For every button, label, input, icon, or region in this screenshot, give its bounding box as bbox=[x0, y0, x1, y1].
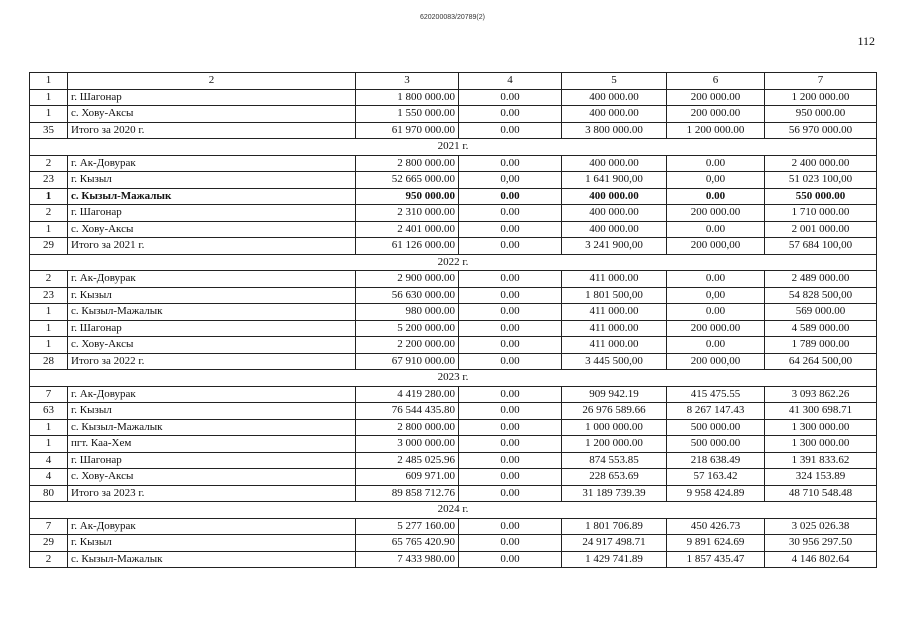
table-cell: 1 bbox=[30, 221, 68, 238]
table-row bbox=[30, 386, 877, 403]
year-separator-row bbox=[30, 502, 877, 519]
table-cell: 0.00 bbox=[459, 353, 562, 370]
table-cell: 0.00 bbox=[459, 287, 562, 304]
table-cell: 1 200 000.00 bbox=[667, 122, 765, 139]
table-cell: с. Хову-Аксы bbox=[68, 221, 356, 238]
table-cell: 2 bbox=[30, 205, 68, 222]
table-cell: 0,00 bbox=[667, 287, 765, 304]
table-row bbox=[30, 172, 877, 189]
table-cell: 1 789 000.00 bbox=[765, 337, 877, 354]
table-cell: 400 000.00 bbox=[562, 205, 667, 222]
table-cell: 1 300 000.00 bbox=[765, 436, 877, 453]
table-cell: 400 000.00 bbox=[562, 221, 667, 238]
table-row bbox=[30, 320, 877, 337]
table-cell: 3 445 500,00 bbox=[562, 353, 667, 370]
table-row bbox=[30, 221, 877, 238]
table-cell: г. Кызыл bbox=[68, 403, 356, 420]
column-header: 2 bbox=[68, 73, 356, 90]
table-row bbox=[30, 518, 877, 535]
table-cell: 3 093 862.26 bbox=[765, 386, 877, 403]
table-cell: 5 200 000.00 bbox=[356, 320, 459, 337]
table-row bbox=[30, 485, 877, 502]
table-cell: 950 000.00 bbox=[765, 106, 877, 123]
year-separator-row bbox=[30, 254, 877, 271]
table-cell: 48 710 548.48 bbox=[765, 485, 877, 502]
table-cell: 3 025 026.38 bbox=[765, 518, 877, 535]
table-cell: 1 bbox=[30, 304, 68, 321]
table-cell: 400 000.00 bbox=[562, 106, 667, 123]
table-cell: 89 858 712.76 bbox=[356, 485, 459, 502]
table-cell: 0.00 bbox=[459, 106, 562, 123]
table-cell: 4 589 000.00 bbox=[765, 320, 877, 337]
table-cell: 9 958 424.89 bbox=[667, 485, 765, 502]
table-cell: 0.00 bbox=[459, 155, 562, 172]
table-cell: 0.00 bbox=[459, 188, 562, 205]
year-label: 2023 г. bbox=[30, 370, 877, 387]
table-cell: 29 bbox=[30, 535, 68, 552]
table-cell: 0.00 bbox=[459, 337, 562, 354]
table-cell: 1 857 435.47 bbox=[667, 551, 765, 568]
table-cell: г. Ак-Довурак bbox=[68, 271, 356, 288]
table-cell: г. Ак-Довурак bbox=[68, 155, 356, 172]
table-cell: 4 146 802.64 bbox=[765, 551, 877, 568]
table-row bbox=[30, 353, 877, 370]
table-row bbox=[30, 337, 877, 354]
table-cell: 2 400 000.00 bbox=[765, 155, 877, 172]
table-cell: 0.00 bbox=[667, 271, 765, 288]
table-cell: 0.00 bbox=[459, 320, 562, 337]
table-cell: 0.00 bbox=[459, 89, 562, 106]
table-cell: 7 433 980.00 bbox=[356, 551, 459, 568]
table-cell: 0,00 bbox=[667, 172, 765, 189]
table-cell: г. Шагонар bbox=[68, 320, 356, 337]
year-label: 2024 г. bbox=[30, 502, 877, 519]
table-cell: 400 000.00 bbox=[562, 89, 667, 106]
table-cell: 67 910 000.00 bbox=[356, 353, 459, 370]
table-cell: 63 bbox=[30, 403, 68, 420]
table-row bbox=[30, 419, 877, 436]
table-cell: 23 bbox=[30, 172, 68, 189]
table-cell: 950 000.00 bbox=[356, 188, 459, 205]
table-cell: 7 bbox=[30, 386, 68, 403]
table-cell: г. Кызыл bbox=[68, 287, 356, 304]
table-cell: 51 023 100,00 bbox=[765, 172, 877, 189]
table-row bbox=[30, 106, 877, 123]
table-cell: пгт. Каа-Хем bbox=[68, 436, 356, 453]
table-cell: 0.00 bbox=[459, 122, 562, 139]
table-cell: 29 bbox=[30, 238, 68, 255]
table-cell: 2 bbox=[30, 155, 68, 172]
year-label: 2021 г. bbox=[30, 139, 877, 156]
table-cell: 56 630 000.00 bbox=[356, 287, 459, 304]
table-cell: 450 426.73 bbox=[667, 518, 765, 535]
table-cell: 28 bbox=[30, 353, 68, 370]
table-cell: 80 bbox=[30, 485, 68, 502]
table-cell: 0.00 bbox=[459, 436, 562, 453]
table-cell: 2 485 025.96 bbox=[356, 452, 459, 469]
table-cell: 23 bbox=[30, 287, 68, 304]
table-cell: 4 419 280.00 bbox=[356, 386, 459, 403]
table-cell: 3 241 900,00 bbox=[562, 238, 667, 255]
table-cell: 7 bbox=[30, 518, 68, 535]
table-row bbox=[30, 535, 877, 552]
table-cell: 0.00 bbox=[667, 155, 765, 172]
table-cell: г. Ак-Довурак bbox=[68, 386, 356, 403]
table-cell: 1 641 900,00 bbox=[562, 172, 667, 189]
table-cell: 61 126 000.00 bbox=[356, 238, 459, 255]
table-cell: 61 970 000.00 bbox=[356, 122, 459, 139]
table-cell: 1 bbox=[30, 419, 68, 436]
table-cell: 411 000.00 bbox=[562, 337, 667, 354]
table-cell: 0.00 bbox=[459, 238, 562, 255]
table-cell: 2 bbox=[30, 551, 68, 568]
table-cell: 1 801 706.89 bbox=[562, 518, 667, 535]
table-cell: 400 000.00 bbox=[562, 188, 667, 205]
column-header: 7 bbox=[765, 73, 877, 90]
table-cell: 0.00 bbox=[459, 403, 562, 420]
year-label: 2022 г. bbox=[30, 254, 877, 271]
table-cell: 2 001 000.00 bbox=[765, 221, 877, 238]
table-row bbox=[30, 551, 877, 568]
table-cell: 1 200 000.00 bbox=[765, 89, 877, 106]
table-cell: г. Шагонар bbox=[68, 89, 356, 106]
table-cell: г. Шагонар bbox=[68, 205, 356, 222]
table-row bbox=[30, 155, 877, 172]
column-header: 5 bbox=[562, 73, 667, 90]
table-cell: г. Ак-Довурак bbox=[68, 518, 356, 535]
table-cell: 1 710 000.00 bbox=[765, 205, 877, 222]
table-cell: с. Кызыл-Мажалык bbox=[68, 188, 356, 205]
table-cell: 24 917 498.71 bbox=[562, 535, 667, 552]
table-cell: Итого за 2021 г. bbox=[68, 238, 356, 255]
table-cell: 8 267 147.43 bbox=[667, 403, 765, 420]
table-row bbox=[30, 205, 877, 222]
table-cell: 200 000.00 bbox=[667, 205, 765, 222]
table-cell: 30 956 297.50 bbox=[765, 535, 877, 552]
table-cell: 0.00 bbox=[459, 205, 562, 222]
table-cell: Итого за 2023 г. bbox=[68, 485, 356, 502]
table-cell: 909 942.19 bbox=[562, 386, 667, 403]
table-cell: 0.00 bbox=[667, 188, 765, 205]
table-cell: 200 000,00 bbox=[667, 353, 765, 370]
table-cell: 218 638.49 bbox=[667, 452, 765, 469]
table-cell: 0.00 bbox=[459, 518, 562, 535]
table-cell: 2 489 000.00 bbox=[765, 271, 877, 288]
table-row bbox=[30, 452, 877, 469]
table-cell: 415 475.55 bbox=[667, 386, 765, 403]
table-row bbox=[30, 304, 877, 321]
table-cell: 228 653.69 bbox=[562, 469, 667, 486]
table-cell: с. Кызыл-Мажалык bbox=[68, 551, 356, 568]
table-cell: 2 401 000.00 bbox=[356, 221, 459, 238]
table-cell: 52 665 000.00 bbox=[356, 172, 459, 189]
table-cell: 5 277 160.00 bbox=[356, 518, 459, 535]
table-cell: 550 000.00 bbox=[765, 188, 877, 205]
table-cell: 2 900 000.00 bbox=[356, 271, 459, 288]
document-id: 620200083/20789(2) bbox=[419, 14, 485, 21]
table-cell: 9 891 624.69 bbox=[667, 535, 765, 552]
table-cell: 54 828 500,00 bbox=[765, 287, 877, 304]
table-cell: 0.00 bbox=[459, 452, 562, 469]
table-header-row bbox=[30, 73, 877, 90]
table-cell: 400 000.00 bbox=[562, 155, 667, 172]
table-cell: 411 000.00 bbox=[562, 271, 667, 288]
table-cell: 0.00 bbox=[459, 419, 562, 436]
table-cell: 1 bbox=[30, 436, 68, 453]
table-cell: 0.00 bbox=[459, 485, 562, 502]
table-cell: 0.00 bbox=[459, 551, 562, 568]
table-cell: 35 bbox=[30, 122, 68, 139]
table-cell: 0.00 bbox=[459, 221, 562, 238]
table-cell: 1 000 000.00 bbox=[562, 419, 667, 436]
table-row bbox=[30, 436, 877, 453]
table-cell: Итого за 2020 г. bbox=[68, 122, 356, 139]
table-cell: 200 000.00 bbox=[667, 89, 765, 106]
column-header: 1 bbox=[30, 73, 68, 90]
table-cell: 1 800 000.00 bbox=[356, 89, 459, 106]
table-cell: 2 800 000.00 bbox=[356, 419, 459, 436]
table-cell: 0.00 bbox=[459, 535, 562, 552]
table-cell: 0.00 bbox=[459, 469, 562, 486]
year-separator-row bbox=[30, 139, 877, 156]
table-cell: с. Кызыл-Мажалык bbox=[68, 419, 356, 436]
table-cell: 200 000,00 bbox=[667, 238, 765, 255]
budget-table bbox=[29, 72, 877, 568]
table-row bbox=[30, 403, 877, 420]
table-cell: 1 bbox=[30, 337, 68, 354]
table-cell: 500 000.00 bbox=[667, 436, 765, 453]
table-cell: Итого за 2022 г. bbox=[68, 353, 356, 370]
table-cell: 0.00 bbox=[459, 304, 562, 321]
table-cell: 26 976 589.66 bbox=[562, 403, 667, 420]
table-cell: 1 801 500,00 bbox=[562, 287, 667, 304]
table-cell: г. Кызыл bbox=[68, 172, 356, 189]
table-cell: 31 189 739.39 bbox=[562, 485, 667, 502]
table-cell: 0.00 bbox=[667, 337, 765, 354]
column-header: 6 bbox=[667, 73, 765, 90]
table-cell: 65 765 420.90 bbox=[356, 535, 459, 552]
table-cell: с. Хову-Аксы bbox=[68, 106, 356, 123]
table-row bbox=[30, 271, 877, 288]
table-cell: 609 971.00 bbox=[356, 469, 459, 486]
table-row bbox=[30, 122, 877, 139]
table-cell: 200 000.00 bbox=[667, 106, 765, 123]
page-number: 112 bbox=[857, 34, 875, 48]
table-cell: 56 970 000.00 bbox=[765, 122, 877, 139]
table-cell: 76 544 435.80 bbox=[356, 403, 459, 420]
table-cell: 57 163.42 bbox=[667, 469, 765, 486]
table-cell: 4 bbox=[30, 469, 68, 486]
table-cell: 0,00 bbox=[459, 172, 562, 189]
table-cell: 4 bbox=[30, 452, 68, 469]
table-cell: 980 000.00 bbox=[356, 304, 459, 321]
table-cell: 874 553.85 bbox=[562, 452, 667, 469]
table-cell: 0.00 bbox=[667, 304, 765, 321]
table-cell: 2 800 000.00 bbox=[356, 155, 459, 172]
table-cell: 411 000.00 bbox=[562, 304, 667, 321]
table-cell: 1 550 000.00 bbox=[356, 106, 459, 123]
table-cell: г. Кызыл bbox=[68, 535, 356, 552]
table-cell: 0.00 bbox=[459, 386, 562, 403]
table-cell: 0.00 bbox=[459, 271, 562, 288]
table-cell: 2 310 000.00 bbox=[356, 205, 459, 222]
table-cell: с. Хову-Аксы bbox=[68, 337, 356, 354]
table-cell: 2 200 000.00 bbox=[356, 337, 459, 354]
table-cell: 411 000.00 bbox=[562, 320, 667, 337]
table-cell: 200 000.00 bbox=[667, 320, 765, 337]
table-row bbox=[30, 188, 877, 205]
table-row bbox=[30, 469, 877, 486]
column-header: 4 bbox=[459, 73, 562, 90]
table-cell: 1 391 833.62 bbox=[765, 452, 877, 469]
table-cell: 1 bbox=[30, 188, 68, 205]
table-cell: 3 000 000.00 bbox=[356, 436, 459, 453]
table-row bbox=[30, 287, 877, 304]
table-cell: 569 000.00 bbox=[765, 304, 877, 321]
table-cell: 41 300 698.71 bbox=[765, 403, 877, 420]
table-cell: 1 300 000.00 bbox=[765, 419, 877, 436]
table-cell: 1 bbox=[30, 89, 68, 106]
table-cell: 324 153.89 bbox=[765, 469, 877, 486]
table-row bbox=[30, 238, 877, 255]
table-cell: с. Хову-Аксы bbox=[68, 469, 356, 486]
table-cell: 2 bbox=[30, 271, 68, 288]
table-body bbox=[30, 89, 877, 568]
table-cell: 1 200 000.00 bbox=[562, 436, 667, 453]
table-cell: г. Шагонар bbox=[68, 452, 356, 469]
table-row bbox=[30, 89, 877, 106]
table-cell: 1 bbox=[30, 320, 68, 337]
table-cell: 500 000.00 bbox=[667, 419, 765, 436]
table-cell: с. Кызыл-Мажалык bbox=[68, 304, 356, 321]
year-separator-row bbox=[30, 370, 877, 387]
table-cell: 0.00 bbox=[667, 221, 765, 238]
table-cell: 64 264 500,00 bbox=[765, 353, 877, 370]
table-cell: 1 429 741.89 bbox=[562, 551, 667, 568]
column-header: 3 bbox=[356, 73, 459, 90]
table-cell: 3 800 000.00 bbox=[562, 122, 667, 139]
table-cell: 57 684 100,00 bbox=[765, 238, 877, 255]
table-cell: 1 bbox=[30, 106, 68, 123]
